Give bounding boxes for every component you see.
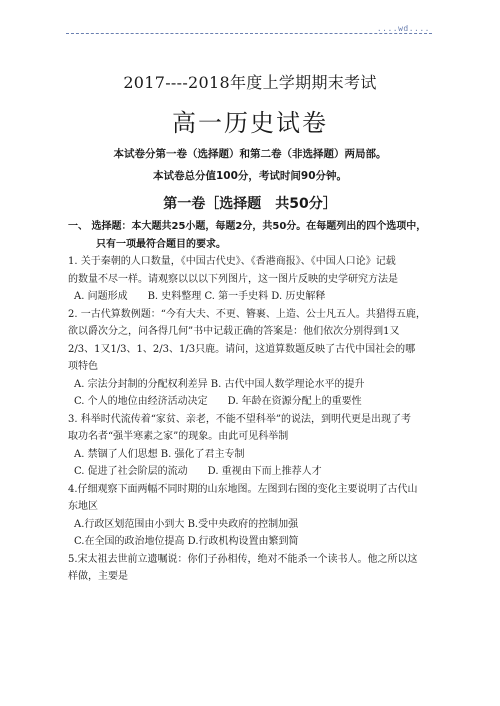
question-4-line-1: 4.仔细观察下面两幅不同时期的山东地图。左图到右图的变化主要说明了古代山 — [68, 483, 418, 495]
question-1 — [68, 253, 438, 306]
question-2-options-ab: A. 宗法分封制的分配权利差异 B. 古代中国人数学理论水平的提升 — [74, 378, 365, 390]
question-2-options-cd: C. 个人的地位由经济活动决定 D. 年龄在资源分配上的重要性 — [74, 396, 362, 407]
header-dashed-rule — [66, 33, 432, 34]
question-3-options-cd: C. 促进了社会阶层的流动 D. 重视由下而上推荐人才 — [74, 466, 322, 477]
question-content — [68, 218, 438, 586]
question-4-options-cd: C.在全国的政治地位提高 D.行政机构设置由繁到简 — [74, 536, 299, 547]
question-5 — [68, 551, 438, 586]
question-2-line-2: 欲以爵次分之，问各得几何”书中记载正确的答案是：他们依次分别得到1又 — [68, 326, 400, 337]
exam-title: 高一历史试卷 — [172, 109, 328, 137]
question-3 — [68, 411, 438, 481]
section-title: 第一卷［选择题 共50分］ — [163, 196, 337, 212]
exam-heading: 2017----2018年度上学期期末考试 — [123, 73, 377, 92]
question-5-line-1: 5.宋太祖去世前立遗嘱说：你们子孙相传，绝对不能杀一个读书人。他之所以这 — [68, 553, 418, 565]
question-2-line-4: 项特色 — [68, 361, 98, 372]
question-1-line-2: 的数量不尽一样。请观察以以以下列图片，这一图片反映的史学研究方法是 — [68, 273, 398, 285]
question-1-line-1: 1. 关于秦朝的人口数量，《中国古代史》、《香港商报》、《中国人口论》记载 — [68, 256, 396, 267]
question-2-line-1: 2. 一古代算数例题：“今有大夫、不更、簪裹、上造、公士凡五人。共猎得五鹿， — [68, 308, 426, 320]
instructions-line-2: 只有一项最符合题目的要求。 — [96, 238, 226, 250]
question-2 — [68, 306, 438, 411]
question-4-line-2: 东地区 — [68, 501, 98, 512]
exam-note-structure: 本试卷分第一卷（选择题）和第二卷（非选择题）两局部。 — [113, 148, 387, 160]
question-4 — [68, 481, 438, 551]
question-3-line-1: 3. 科举时代流传着“家贫、亲老，不能不望科举”的说法，到明代更是出现了考 — [68, 413, 411, 425]
exam-note-score-time: 本试卷总分值100分，考试时间90分钟。 — [152, 170, 348, 182]
question-1-options: A. 问题形成 B. 史料整理 C. 第一手史料 D. 历史解释 — [74, 291, 326, 302]
question-5-line-2: 样做，主要是 — [68, 571, 128, 582]
question-3-line-2: 取功名者“强半寒素之家”的现象。由此可见科举制 — [68, 431, 289, 442]
question-2-line-3: 2/3、1又1/3、1、2/3、1/3只鹿。请问，这道算数题反映了古代中国社会的哪 — [68, 343, 416, 355]
instructions-line-1: 一、 选择题：本大题共25小题，每题2分，共50分。在每题列出的四个选项中， — [68, 221, 427, 232]
question-3-options-ab: A. 禁锢了人们思想 B. 强化了君主专制 — [74, 448, 245, 460]
header-mark: ....wd.... — [376, 24, 430, 33]
question-4-options-ab: A.行政区划范围由小到大 B.受中央政府的控制加强 — [74, 518, 299, 530]
